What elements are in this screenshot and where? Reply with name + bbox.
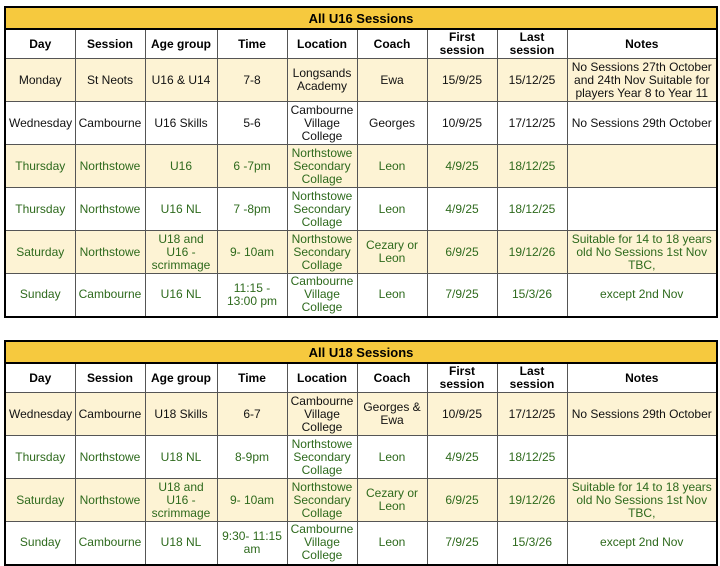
cell-day: Thursday [5, 188, 75, 231]
cell-last-session: 15/3/26 [497, 274, 567, 317]
cell-notes: No Sessions 29th October [567, 393, 717, 436]
u16-table-title: All U16 Sessions [5, 7, 717, 29]
table-row [5, 522, 717, 565]
cell-first-session: 6/9/25 [427, 231, 497, 274]
header-day: Day [5, 363, 75, 393]
cell-location: Cambourne Village College [287, 393, 357, 436]
header-coach: Coach [357, 363, 427, 393]
cell-location: Northstowe Secondary Collage [287, 479, 357, 522]
table-row [5, 393, 717, 436]
cell-time: 5-6 [217, 102, 287, 145]
cell-day: Thursday [5, 436, 75, 479]
cell-day: Wednesday [5, 102, 75, 145]
header-last-session: Last session [497, 363, 567, 393]
cell-day: Wednesday [5, 393, 75, 436]
table-row [5, 479, 717, 522]
u16-sessions-table [4, 6, 718, 318]
cell-coach: Leon [357, 436, 427, 479]
cell-day: Thursday [5, 145, 75, 188]
cell-first-session: 7/9/25 [427, 274, 497, 317]
cell-notes: Suitable for 14 to 18 years old No Sessions 1st Nov TBC, [567, 231, 717, 274]
cell-session: Northstowe [75, 188, 145, 231]
cell-last-session: 15/3/26 [497, 522, 567, 565]
cell-last-session: 18/12/25 [497, 145, 567, 188]
cell-time: 8-9pm [217, 436, 287, 479]
table-row [5, 274, 717, 317]
cell-first-session: 4/9/25 [427, 145, 497, 188]
cell-first-session: 10/9/25 [427, 393, 497, 436]
cell-session: Cambourne [75, 102, 145, 145]
cell-notes: No Sessions 27th October and 24th Nov Suitable for players Year 8 to Year 11 [567, 59, 717, 102]
cell-coach: Cezary or Leon [357, 479, 427, 522]
cell-first-session: 10/9/25 [427, 102, 497, 145]
cell-location: Cambourne Village College [287, 274, 357, 317]
cell-age-group: U18 NL [145, 436, 217, 479]
cell-age-group: U18 Skills [145, 393, 217, 436]
cell-first-session: 4/9/25 [427, 188, 497, 231]
cell-last-session: 17/12/25 [497, 393, 567, 436]
cell-notes: except 2nd Nov [567, 522, 717, 565]
header-age-group: Age group [145, 29, 217, 59]
cell-last-session: 17/12/25 [497, 102, 567, 145]
cell-session: Cambourne [75, 393, 145, 436]
cell-notes: except 2nd Nov [567, 274, 717, 317]
cell-location: Northstowe Secondary Collage [287, 145, 357, 188]
cell-location: Northstowe Secondary Collage [287, 188, 357, 231]
u16-table-body [5, 59, 717, 317]
cell-time: 9- 10am [217, 479, 287, 522]
cell-day: Saturday [5, 479, 75, 522]
cell-coach: Leon [357, 522, 427, 565]
table-row [5, 436, 717, 479]
cell-notes [567, 188, 717, 231]
cell-day: Monday [5, 59, 75, 102]
cell-first-session: 7/9/25 [427, 522, 497, 565]
table-row [5, 59, 717, 102]
cell-time: 7-8 [217, 59, 287, 102]
header-location: Location [287, 29, 357, 59]
cell-notes: Suitable for 14 to 18 years old No Sessions 1st Nov TBC, [567, 479, 717, 522]
cell-time: 6-7 [217, 393, 287, 436]
cell-coach: Leon [357, 145, 427, 188]
header-location: Location [287, 363, 357, 393]
cell-first-session: 4/9/25 [427, 436, 497, 479]
cell-session: Northstowe [75, 436, 145, 479]
cell-last-session: 18/12/25 [497, 436, 567, 479]
cell-coach: Leon [357, 274, 427, 317]
cell-first-session: 15/9/25 [427, 59, 497, 102]
cell-session: Cambourne [75, 274, 145, 317]
cell-age-group: U18 NL [145, 522, 217, 565]
cell-time: 9- 10am [217, 231, 287, 274]
cell-coach: Georges & Ewa [357, 393, 427, 436]
cell-notes [567, 145, 717, 188]
cell-session: Northstowe [75, 231, 145, 274]
cell-age-group: U18 and U16 - scrimmage [145, 231, 217, 274]
cell-day: Saturday [5, 231, 75, 274]
header-session: Session [75, 29, 145, 59]
cell-notes [567, 436, 717, 479]
cell-coach: Ewa [357, 59, 427, 102]
cell-age-group: U16 NL [145, 188, 217, 231]
cell-time: 9:30- 11:15 am [217, 522, 287, 565]
cell-session: Northstowe [75, 479, 145, 522]
header-day: Day [5, 29, 75, 59]
cell-day: Sunday [5, 274, 75, 317]
u18-table-body [5, 393, 717, 565]
header-time: Time [217, 29, 287, 59]
cell-last-session: 19/12/26 [497, 231, 567, 274]
header-notes: Notes [567, 29, 717, 59]
cell-coach: Georges [357, 102, 427, 145]
cell-day: Sunday [5, 522, 75, 565]
header-first-session: First session [427, 363, 497, 393]
u18-table-title: All U18 Sessions [5, 341, 717, 363]
header-last-session: Last session [497, 29, 567, 59]
table-row [5, 102, 717, 145]
header-session: Session [75, 363, 145, 393]
cell-session: St Neots [75, 59, 145, 102]
cell-notes: No Sessions 29th October [567, 102, 717, 145]
cell-coach: Leon [357, 188, 427, 231]
cell-age-group: U16 [145, 145, 217, 188]
cell-age-group: U16 Skills [145, 102, 217, 145]
cell-location: Longsands Academy [287, 59, 357, 102]
cell-coach: Cezary or Leon [357, 231, 427, 274]
cell-last-session: 18/12/25 [497, 188, 567, 231]
cell-age-group: U18 and U16 - scrimmage [145, 479, 217, 522]
cell-location: Cambourne Village College [287, 102, 357, 145]
cell-last-session: 19/12/26 [497, 479, 567, 522]
header-age-group: Age group [145, 363, 217, 393]
table-row [5, 145, 717, 188]
cell-last-session: 15/12/25 [497, 59, 567, 102]
header-coach: Coach [357, 29, 427, 59]
cell-location: Northstowe Secondary Collage [287, 231, 357, 274]
cell-age-group: U16 & U14 [145, 59, 217, 102]
header-time: Time [217, 363, 287, 393]
table-row [5, 188, 717, 231]
cell-location: Northstowe Secondary Collage [287, 436, 357, 479]
cell-age-group: U16 NL [145, 274, 217, 317]
header-notes: Notes [567, 363, 717, 393]
cell-first-session: 6/9/25 [427, 479, 497, 522]
cell-session: Cambourne [75, 522, 145, 565]
cell-time: 7 -8pm [217, 188, 287, 231]
header-first-session: First session [427, 29, 497, 59]
u18-sessions-table [4, 340, 718, 566]
table-row [5, 231, 717, 274]
cell-time: 11:15 - 13:00 pm [217, 274, 287, 317]
cell-time: 6 -7pm [217, 145, 287, 188]
cell-session: Northstowe [75, 145, 145, 188]
cell-location: Cambourne Village College [287, 522, 357, 565]
